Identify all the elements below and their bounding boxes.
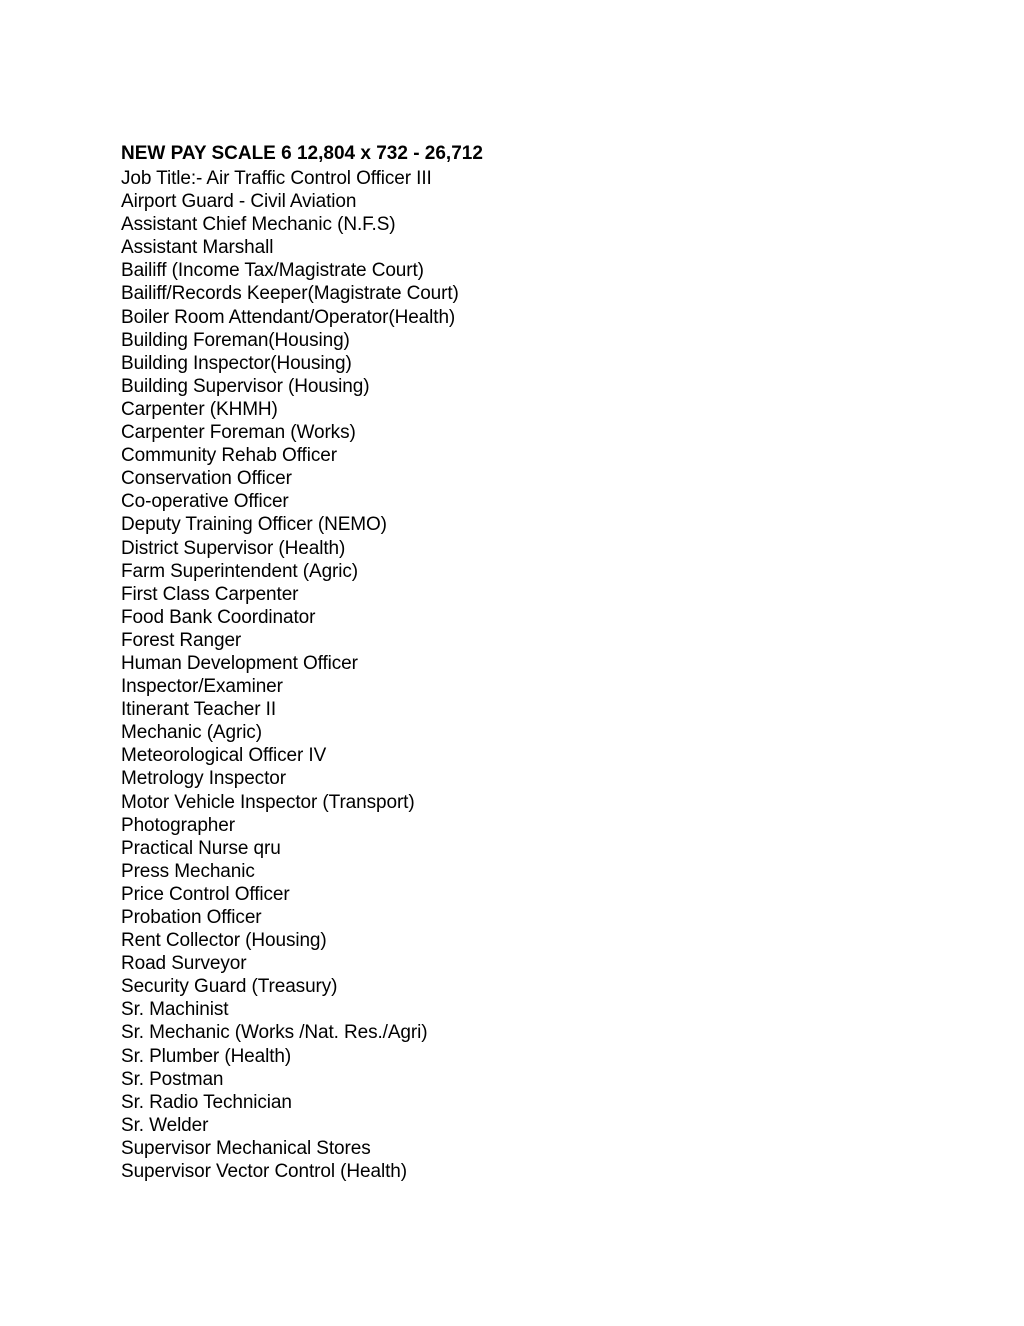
job-list-item: Assistant Chief Mechanic (N.F.S) bbox=[121, 214, 396, 236]
job-list-item: Probation Officer bbox=[121, 907, 262, 928]
job-list-item: Bailiff (Income Tax/Magistrate Court) bbox=[121, 260, 424, 282]
job-list-item: Price Control Officer bbox=[121, 883, 290, 905]
job-list-item: Sr. Postman bbox=[121, 1068, 224, 1090]
job-list-item: Sr. Radio Technician bbox=[121, 1091, 292, 1113]
job-list-item: Bailiff/Records Keeper(Magistrate Court) bbox=[121, 283, 459, 305]
job-list-item: Assistant Marshall bbox=[121, 237, 274, 259]
job-list-item: Human Development Officer bbox=[121, 652, 358, 674]
job-list-item: Rent Collector (Housing) bbox=[121, 930, 327, 952]
job-list-item: Motor Vehicle Inspector (Transport) bbox=[121, 791, 415, 813]
job-list-item: Deputy Training Officer (NEMO) bbox=[121, 514, 387, 536]
pay-scale-heading: NEW PAY SCALE 6 12,804 x 732 - 26,712 bbox=[121, 143, 483, 164]
job-list-item: Supervisor Vector Control (Health) bbox=[121, 1161, 407, 1183]
job-list-item: Sr. Welder bbox=[121, 1114, 209, 1136]
job-list-item: Metrology Inspector bbox=[121, 768, 286, 790]
job-list-item: Inspector/Examiner bbox=[121, 676, 283, 698]
job-list-item: Press Mechanic bbox=[121, 860, 255, 882]
job-title-line: Job Title:- Air Traffic Control Officer III bbox=[121, 168, 432, 189]
job-list-item: Sr. Machinist bbox=[121, 999, 229, 1021]
job-list-item: Conservation Officer bbox=[121, 468, 292, 490]
job-list-item: Building Foreman(Housing) bbox=[121, 329, 350, 351]
job-list-item: Carpenter (KHMH) bbox=[121, 398, 278, 420]
job-list-item: Mechanic (Agric) bbox=[121, 722, 262, 744]
job-list-item: Boiler Room Attendant/Operator(Health) bbox=[121, 306, 456, 328]
job-list-item: Forest Ranger bbox=[121, 629, 242, 651]
job-list-item: Supervisor Mechanical Stores bbox=[121, 1137, 371, 1159]
job-list-item: Sr. Mechanic (Works /Nat. Res./Agri) bbox=[121, 1022, 428, 1044]
job-list-item: Road Surveyor bbox=[121, 953, 247, 975]
job-list-item: Carpenter Foreman (Works) bbox=[121, 422, 356, 444]
job-list-item: Sr. Plumber (Health) bbox=[121, 1045, 292, 1067]
job-list-item: Community Rehab Officer bbox=[121, 445, 337, 467]
job-list-item: Building Supervisor (Housing) bbox=[121, 375, 370, 397]
job-list-item: Building Inspector(Housing) bbox=[121, 352, 352, 374]
job-list-item: Practical Nurse qru bbox=[121, 837, 281, 859]
job-list-item: District Supervisor (Health) bbox=[121, 537, 346, 559]
job-title-list bbox=[121, 167, 921, 1183]
job-list-item: Itinerant Teacher II bbox=[121, 699, 277, 721]
job-list-item: Photographer bbox=[121, 814, 235, 836]
document-page bbox=[121, 141, 921, 1183]
job-list-item: Farm Superintendent (Agric) bbox=[121, 560, 359, 582]
job-list-item: Airport Guard - Civil Aviation bbox=[121, 191, 357, 213]
job-list-item: Security Guard (Treasury) bbox=[121, 976, 338, 998]
job-list-item: Meteorological Officer IV bbox=[121, 745, 327, 767]
job-list-item: First Class Carpenter bbox=[121, 583, 299, 605]
job-list-item: Co-operative Officer bbox=[121, 491, 289, 513]
job-list-item: Food Bank Coordinator bbox=[121, 606, 316, 628]
